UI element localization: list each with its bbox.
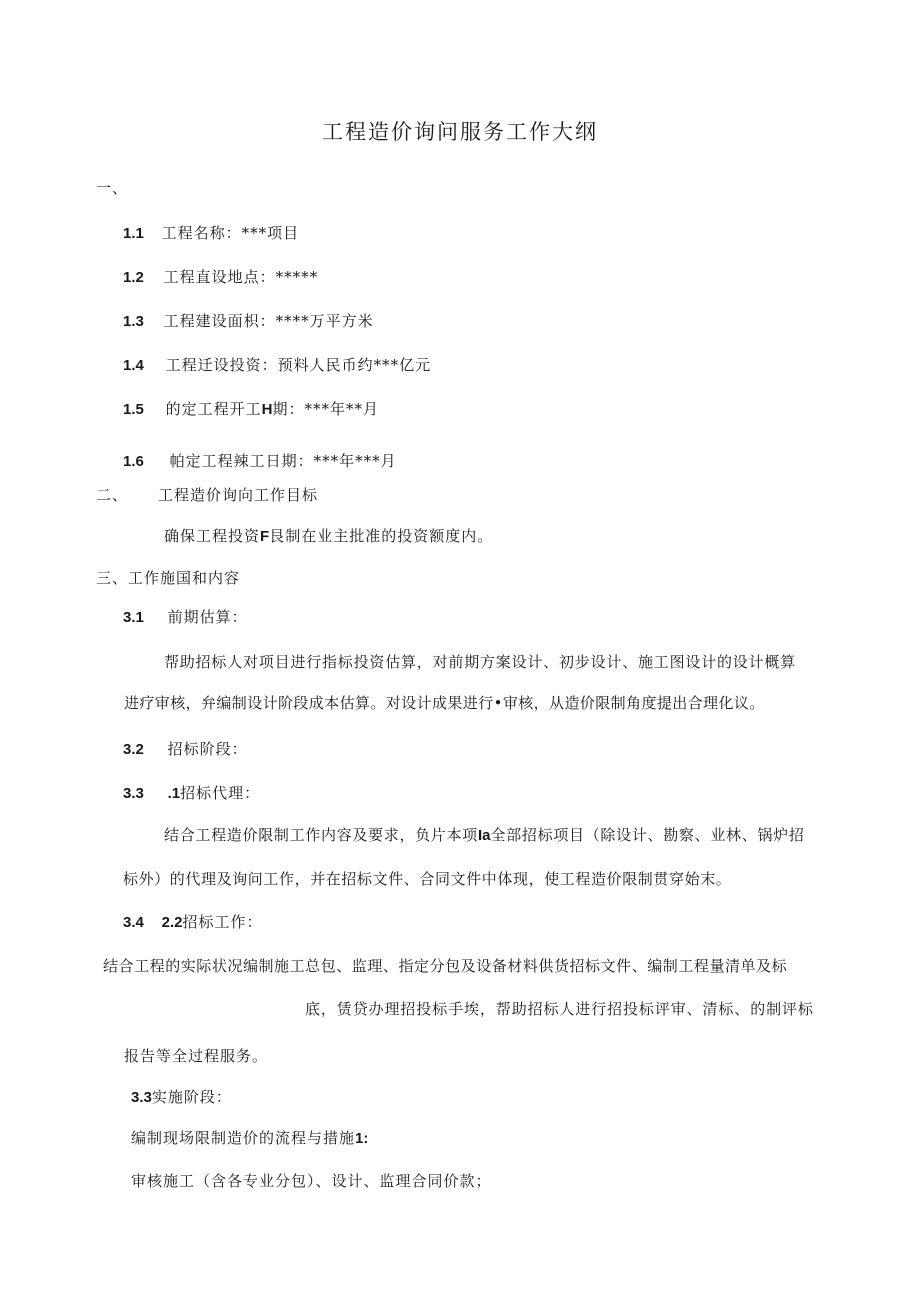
item-subnumber: .1 (167, 785, 181, 802)
section2-title: 工程造价询向工作目标 (158, 486, 319, 504)
item-1-4 (123, 355, 431, 376)
item-text: 招标工作： (182, 913, 263, 931)
item-3-2 (123, 739, 248, 760)
item-text: 工程迁设投资：预料人民币约***亿元 (165, 356, 432, 374)
s34-body-line-2: 底，赁贷办理招投标手埃，帮助招标人进行招投标评审、清标、的制评标 (305, 1000, 814, 1018)
body-text-bold: Ia (478, 827, 491, 844)
section3-heading: 三、工作施国和内容 (96, 569, 241, 587)
body-text-a: 结合工程造价限制工作内容及要求，负片本项 (164, 826, 479, 844)
item-1-2 (123, 267, 318, 288)
item-number: 1.3 (123, 313, 144, 330)
item-number: 1.2 (123, 269, 144, 286)
item-text-bold: H (261, 401, 273, 418)
body-text-a: 确保工程投资 (164, 527, 261, 545)
item-number: 1.5 (123, 401, 144, 418)
item-text: 招标代理： (180, 784, 261, 802)
section2-body (164, 526, 493, 547)
item-3-5 (131, 1087, 232, 1108)
item-number: 3.1 (123, 609, 144, 626)
s35-body-line-1 (131, 1128, 368, 1149)
item-number: 3.2 (123, 741, 144, 758)
item-1-6 (123, 451, 397, 472)
item-text: 帕定工程辣工日期：***年***月 (169, 452, 397, 470)
s33-body-line-2: 标外）的代理及询问工作，并在招标文件、合同文件中体现，使工程造价限制贯穿始末。 (123, 870, 732, 888)
section2-heading: 二、 (96, 486, 129, 504)
item-text: 工程名称：***项目 (161, 224, 300, 242)
item-number: 3.3 (131, 1089, 152, 1106)
body-text-bold: 1: (355, 1130, 369, 1147)
body-text-a: 编制现场限制造价的流程与措施 (131, 1129, 356, 1147)
document-title: 工程造价询问服务工作大纲 (322, 120, 598, 144)
item-number: 3.3 (123, 785, 144, 802)
item-number: 1.1 (123, 225, 144, 242)
body-text-b: 艮制在业主批准的投资额度内。 (269, 527, 494, 545)
item-1-3 (123, 311, 374, 332)
item-number: 1.4 (123, 357, 144, 374)
item-subnumber: 2.2 (161, 914, 183, 931)
body-text-bold: F (260, 528, 270, 545)
item-1-1 (123, 223, 299, 244)
s31-body-line-1: 帮助招标人对项目进行指标投资估算，对前期方案设计、初步设计、施工图设计的设计概算 (164, 653, 797, 671)
item-text-a: 的定工程开工 (165, 400, 262, 418)
item-text-b: 期：***年**月 (272, 400, 380, 418)
item-3-1 (123, 607, 248, 628)
item-number: 3.4 (123, 914, 144, 931)
item-text: 前期估算： (167, 608, 248, 626)
s34-body-line-1: 结合工程的实际状况编制施工总包、监理、指定分包及设备材料供货招标文件、编制工程量清单及标 (103, 957, 788, 975)
body-text-b: 全部招标项目（除设计、勘察、业林、锅炉招 (490, 826, 805, 844)
item-text: 工程建设面枳：****万平方米 (163, 312, 374, 330)
s31-body-line-2: 进疗审核，弁编制设计阶段成本估算。对设计成果进行•审核，从造价限制角度提出合理化议。 (124, 694, 765, 712)
item-number: 1.6 (123, 453, 144, 470)
item-text: 实施阶段： (151, 1088, 232, 1106)
item-3-3 (123, 783, 260, 804)
s33-body-line-1 (164, 825, 805, 846)
item-1-5 (123, 399, 379, 420)
s34-body-line-3: 报告等全过程服务。 (124, 1047, 269, 1065)
item-text: 招标阶段： (167, 740, 248, 758)
item-text: 工程直设地点：***** (163, 268, 319, 286)
item-3-4 (123, 912, 263, 933)
s35-body-line-2: 审核施工（含各专业分包）、设计、监理合同价款； (131, 1172, 492, 1190)
section1-heading: 一、 (96, 179, 129, 197)
